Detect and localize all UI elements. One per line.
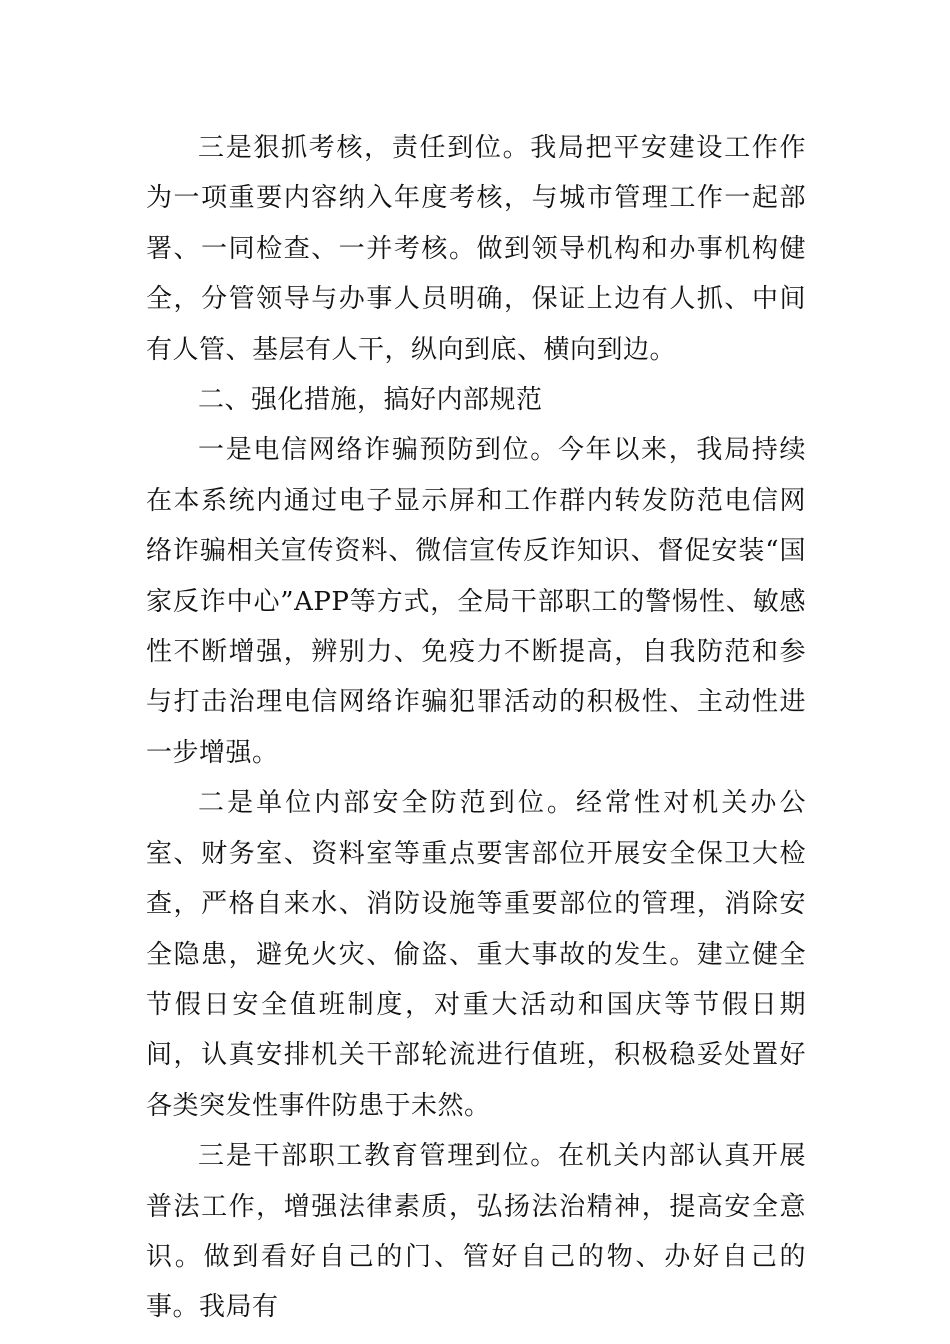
paragraph-internal-security: 二是单位内部安全防范到位。经常性对机关办公室、财务室、资料室等重点要害部位开展安全保卫大检查，严格自来水、消防设施等重要部位的管理，消除安全隐患，避免火灾、偷盗、重大事故的发生。建立健全节假日安全值班制度，对重大活动和国庆等节假日期间，认真安排机关干部轮流进行值班，积极稳妥处置好各类突发性事件防患于未然。: [146, 788, 806, 1121]
paragraph-assessment: 三是狠抓考核，责任到位。我局把平安建设工作作为一项重要内容纳入年度考核，与城市管理工作一起部署、一同检查、一并考核。做到领导机构和办事机构健全，分管领导与办事人员明确，保证上边有人抓、中间有人管、基层有人干，纵向到底、横向到边。: [146, 133, 806, 365]
paragraph-telecom-fraud-prevention: 一是电信网络诈骗预防到位。今年以来，我局持续在本系统内通过电子显示屏和工作群内转发防范电信网络诈骗相关宣传资料、微信宣传反诈知识、督促安装“国家反诈中心”APP等方式，全局干部职工的警惕性、敏感性不断增强，辨别力、免疫力不断提高，自我防范和参与打击治理电信网络诈骗犯罪活动的积极性、主动性进一步增强。: [146, 435, 806, 768]
document-body: [146, 123, 806, 1333]
paragraph-staff-education: 三是干部职工教育管理到位。在机关内部认真开展普法工作，增强法律素质，弘扬法治精神，提高安全意识。做到看好自己的门、管好自己的物、办好自己的事。我局有: [146, 1141, 806, 1323]
section-heading-measures: 二、强化措施，搞好内部规范: [198, 385, 543, 416]
